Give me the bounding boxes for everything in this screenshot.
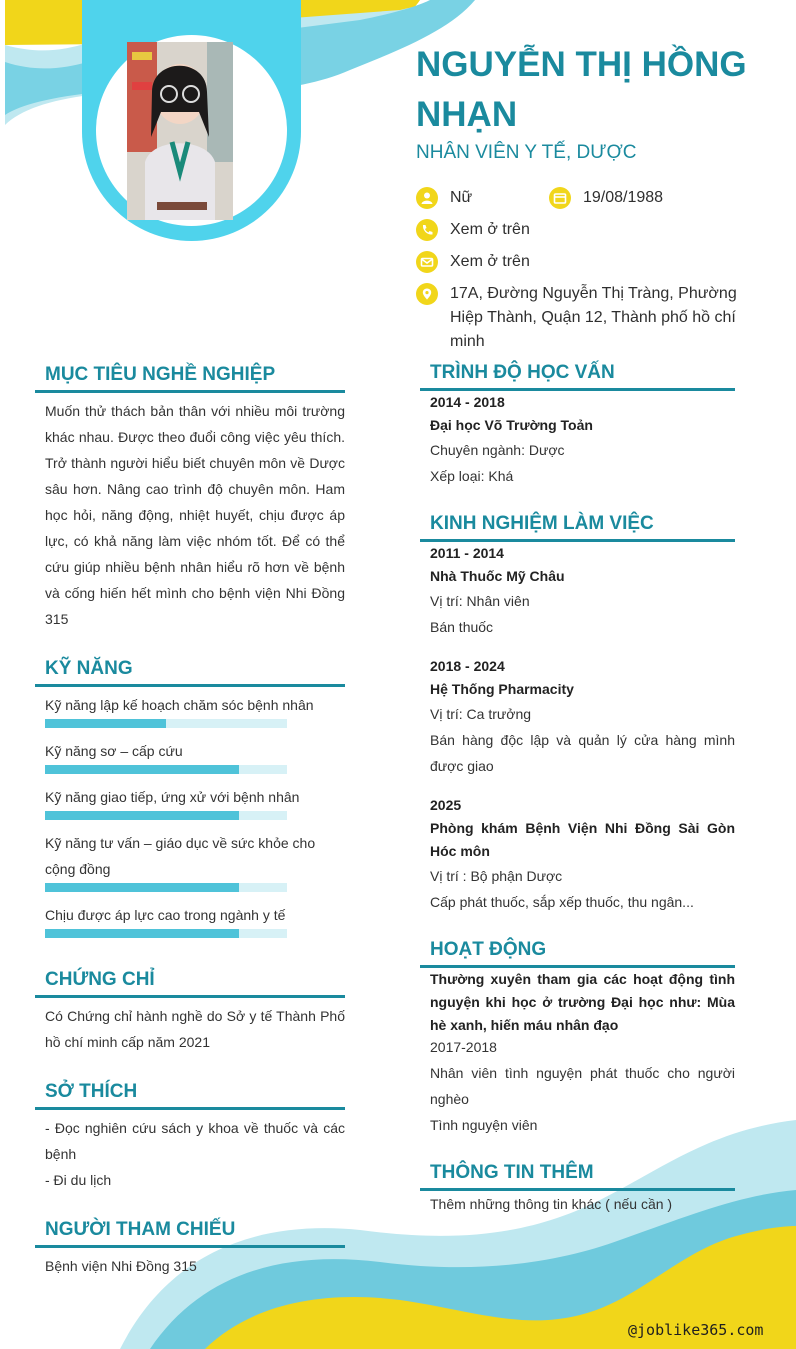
gender-value: Nữ	[450, 189, 473, 206]
activities-period: 2017-2018	[430, 1039, 497, 1055]
job-position: Vị trí: Ca trưởng	[430, 706, 532, 722]
candidate-role: NHÂN VIÊN Y TẾ, DƯỢC	[416, 142, 637, 163]
skill-label: Kỹ năng sơ – cấp cứu	[45, 743, 183, 759]
birthday-value: 19/08/1988	[583, 189, 664, 206]
education-school: Đại học Võ Trường Toản	[430, 417, 593, 433]
phone-row	[416, 218, 530, 242]
email-icon	[416, 251, 438, 273]
job-position: Vị trí: Nhân viên	[430, 593, 530, 609]
job-desc: Cấp phát thuốc, sắp xếp thuốc, thu ngân...	[430, 894, 694, 910]
education-title: TRÌNH ĐỘ HỌC VẤN	[430, 362, 615, 383]
activities-headline: Thường xuyên tham gia các hoạt động tình nguyện khi học ở trường Đại học như: Mùa hè xanh, hiến máu nhân đạo	[430, 971, 735, 1033]
job-desc: Bán thuốc	[430, 619, 494, 635]
references-text: Bệnh viện Nhi Đồng 315	[45, 1258, 197, 1274]
gender-row	[416, 186, 472, 210]
email-row	[416, 250, 530, 274]
skills-title: KỸ NĂNG	[45, 658, 133, 679]
education-major: Chuyên ngành: Dược	[430, 442, 565, 458]
activities-title: HOẠT ĐỘNG	[430, 939, 547, 960]
skills-rule	[35, 684, 345, 687]
job-position: Vị trí : Bộ phận Dược	[430, 868, 563, 884]
address-value: 17A, Đường Nguyễn Thị Tràng, Phường Hiệp Thành, Quận 12, Thành phố hồ chí minh	[450, 285, 737, 350]
hobby-item: - Đi du lịch	[45, 1172, 112, 1188]
skill-bar-fill	[45, 811, 239, 820]
skill-bar-fill	[45, 765, 239, 774]
skill-bar-fill	[45, 883, 239, 892]
job-period: 2011 - 2014	[430, 545, 504, 561]
job-desc: Bán hàng độc lập và quản lý cửa hàng mình được giao	[430, 732, 735, 774]
skill-label: Kỹ năng lập kế hoạch chăm sóc bệnh nhân	[45, 697, 314, 713]
extra-info-title: THÔNG TIN THÊM	[430, 1162, 594, 1183]
job-company: Hệ Thống Pharmacity	[430, 681, 574, 697]
job-company: Nhà Thuốc Mỹ Châu	[430, 568, 565, 584]
job-period: 2018 - 2024	[430, 658, 505, 674]
career-objective-text: Muốn thử thách bản thân với nhiều môi trường khác nhau. Được theo đuổi công việc yêu thích. Trở thành người hiểu biết chuyên môn về Dược sâu hơn. Nâng cao trình độ chuyên môn. Ham học hỏi, năng động, nhiệt huyết, chịu được áp lực, có khả năng làm việc nhóm tốt. Để có thể cứu giúp nhiều bệnh nhân hiểu rõ hơn về bệnh và cống hiến hết mình cho bệnh viện Nhi Đồng 315	[45, 403, 345, 627]
skill-bar	[45, 765, 287, 774]
candidate-name: NGUYỄN THỊ HỒNG NHẠN	[416, 45, 747, 134]
calendar-icon	[549, 187, 571, 209]
extra-info-text: Thêm những thông tin khác ( nếu cần )	[430, 1196, 673, 1212]
skill-bar-fill	[45, 719, 166, 728]
career-objective-rule	[35, 390, 345, 393]
skill-label: Chịu được áp lực cao trong ngành y tế	[45, 907, 286, 923]
avatar	[127, 42, 233, 220]
skill-bar	[45, 883, 287, 892]
skill-label: Kỹ năng giao tiếp, ứng xử với bệnh nhân	[45, 789, 300, 805]
activities-line: Nhân viên tình nguyện phát thuốc cho người nghèo	[430, 1065, 735, 1107]
job-company: Phòng khám Bệnh Viện Nhi Đồng Sài Gòn Hóc môn	[430, 820, 735, 859]
phone-icon	[416, 219, 438, 241]
education-period: 2014 - 2018	[430, 394, 505, 410]
skill-bar	[45, 811, 287, 820]
email-value: Xem ở trên	[450, 253, 530, 270]
watermark: @joblike365.com	[628, 1321, 764, 1339]
hobbies-title: SỞ THÍCH	[45, 1081, 138, 1102]
experience-title: KINH NGHIỆM LÀM VIỆC	[430, 513, 654, 534]
career-objective-title: MỤC TIÊU NGHỀ NGHIỆP	[45, 364, 276, 385]
user-icon	[416, 187, 438, 209]
activities-line: Tình nguyện viên	[430, 1117, 538, 1133]
hobbies-rule	[35, 1107, 345, 1110]
skill-bar-fill	[45, 929, 239, 938]
address-row	[416, 282, 776, 354]
skill-bar	[45, 719, 287, 728]
phone-value: Xem ở trên	[450, 221, 530, 238]
skill-bar	[45, 929, 287, 938]
skill-label: Kỹ năng tư vấn – giáo dục về sức khỏe cho cộng đồng	[45, 835, 316, 877]
job-period: 2025	[430, 797, 462, 813]
hobby-item: - Đọc nghiên cứu sách y khoa về thuốc và các bệnh	[45, 1120, 345, 1162]
birthday-row	[549, 186, 663, 210]
certificates-title: CHỨNG CHỈ	[45, 969, 155, 990]
location-pin-icon	[416, 283, 438, 305]
certificates-text: Có Chứng chỉ hành nghề do Sở y tế Thành Phố hồ chí minh cấp năm 2021	[45, 1008, 345, 1050]
certificates-rule	[35, 995, 345, 998]
references-rule	[35, 1245, 345, 1248]
references-title: NGƯỜI THAM CHIẾU	[45, 1219, 236, 1240]
education-grade: Xếp loại: Khá	[430, 468, 514, 484]
